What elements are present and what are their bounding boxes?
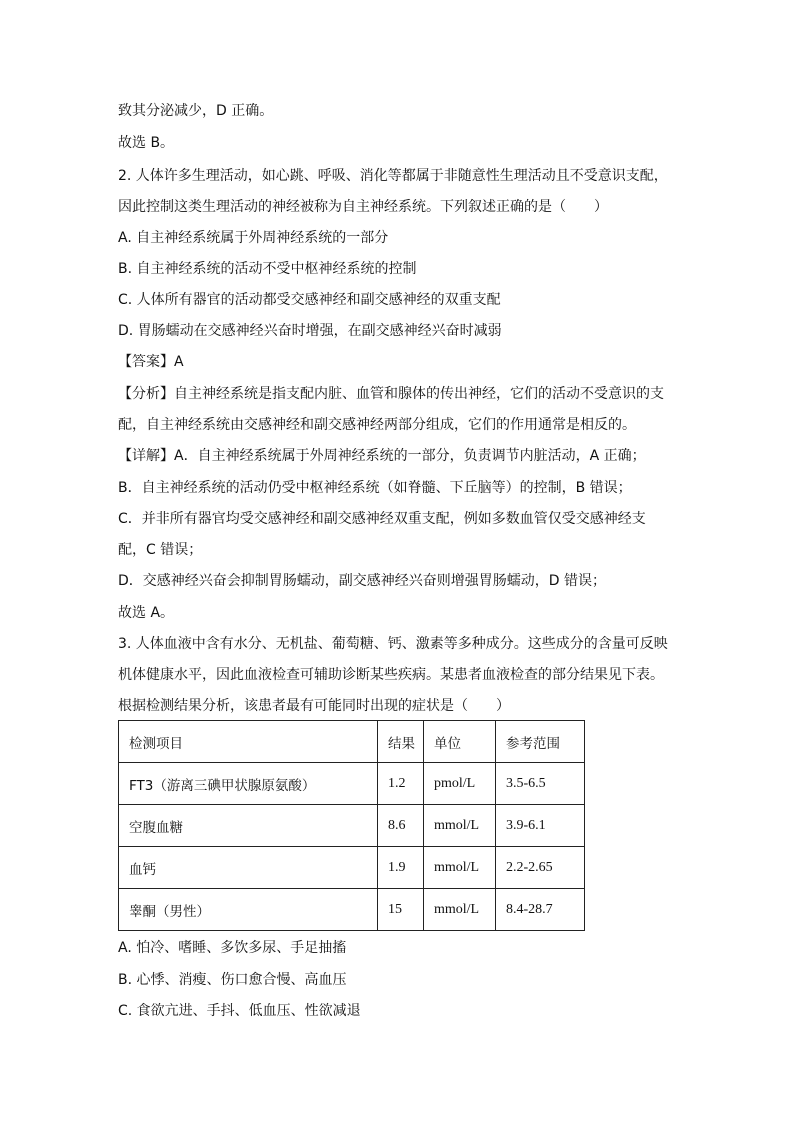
q3-option-c: C. 食欲亢进、手抖、低血压、性欲减退 (118, 1003, 361, 1019)
option-a: A. 自主神经系统属于外周神经系统的一部分 (118, 230, 389, 246)
question-3-stem: 根据检测结果分析，该患者最有可能同时出现的症状是（ ） (118, 698, 510, 714)
answer-label: 【答案】A (118, 354, 184, 370)
detail-text: B．自主神经系统的活动仍受中枢神经系统（如脊髓、下丘脑等）的控制，B 错误； (118, 480, 632, 496)
detail-text: D．交感神经兴奋会抑制胃肠蠕动，副交感神经兴奋则增强胃肠蠕动，D 错误； (118, 573, 607, 589)
option-d: D. 胃肠蠕动在交感神经兴奋时增强，在副交感神经兴奋时减弱 (118, 323, 502, 339)
question-2-stem: 因此控制这类生理活动的神经被称为自主神经系统。下列叙述正确的是（ ） (118, 199, 608, 215)
table-row (119, 805, 585, 847)
table-cell: 8.4-28.7 (496, 889, 585, 931)
table-header: 结果 (378, 721, 424, 763)
table-cell: 15 (378, 889, 424, 931)
question-3-stem: 3. 人体血液中含有水分、无机盐、葡萄糖、钙、激素等多种成分。这些成分的含量可反映 (118, 636, 668, 652)
table-cell: 8.6 (378, 805, 424, 847)
table-cell: 3.9-6.1 (496, 805, 585, 847)
table-row (119, 847, 585, 889)
table-row (119, 889, 585, 931)
table-header-row (119, 721, 585, 763)
table-row (119, 763, 585, 805)
table-header: 单位 (424, 721, 496, 763)
q3-option-a: A. 怕冷、嗜睡、多饮多尿、手足抽搐 (118, 940, 347, 956)
table-cell: 空腹血糖 (119, 805, 378, 847)
blood-test-table (118, 720, 585, 931)
q3-option-b: B. 心悸、消瘦、伤口愈合慢、高血压 (118, 972, 347, 988)
question-2-stem: 2. 人体许多生理活动，如心跳、呼吸、消化等都属于非随意性生理活动且不受意识支配， (118, 168, 668, 184)
text-line: 致其分泌减少，D 正确。 (118, 103, 274, 119)
option-b: B. 自主神经系统的活动不受中枢神经系统的控制 (118, 261, 417, 277)
table-cell: pmol/L (424, 763, 496, 805)
table-cell: 1.2 (378, 763, 424, 805)
detail-text: C．并非所有器官均受交感神经和副交感神经双重支配，例如多数血管仅受交感神经支 (118, 511, 646, 527)
question-3-stem: 机体健康水平，因此血液检查可辅助诊断某些疾病。某患者血液检查的部分结果见下表。 (118, 667, 664, 683)
table-cell: mmol/L (424, 847, 496, 889)
text-line: 故选 B。 (118, 135, 175, 151)
table-cell: 血钙 (119, 847, 378, 889)
detail-text: 配，C 错误； (118, 542, 203, 558)
table-cell: 3.5-6.5 (496, 763, 585, 805)
analysis-text: 配，自主神经系统由交感神经和副交感神经两部分组成，它们的作用通常是相反的。 (118, 417, 636, 433)
table-cell: mmol/L (424, 889, 496, 931)
table-cell: FT3（游离三碘甲状腺原氨酸） (119, 763, 378, 805)
table-cell: 1.9 (378, 847, 424, 889)
detail-text: 【详解】A．自主神经系统属于外周神经系统的一部分，负责调节内脏活动，A 正确； (118, 448, 646, 464)
conclusion-text: 故选 A。 (118, 605, 175, 621)
table-cell: 2.2-2.65 (496, 847, 585, 889)
analysis-text: 【分析】自主神经系统是指支配内脏、血管和腺体的传出神经，它们的活动不受意识的支 (118, 386, 664, 402)
table-cell: mmol/L (424, 805, 496, 847)
table-header: 参考范围 (496, 721, 585, 763)
table-header: 检测项目 (119, 721, 378, 763)
option-c: C. 人体所有器官的活动都受交感神经和副交感神经的双重支配 (118, 292, 501, 308)
table-cell: 睾酮（男性） (119, 889, 378, 931)
